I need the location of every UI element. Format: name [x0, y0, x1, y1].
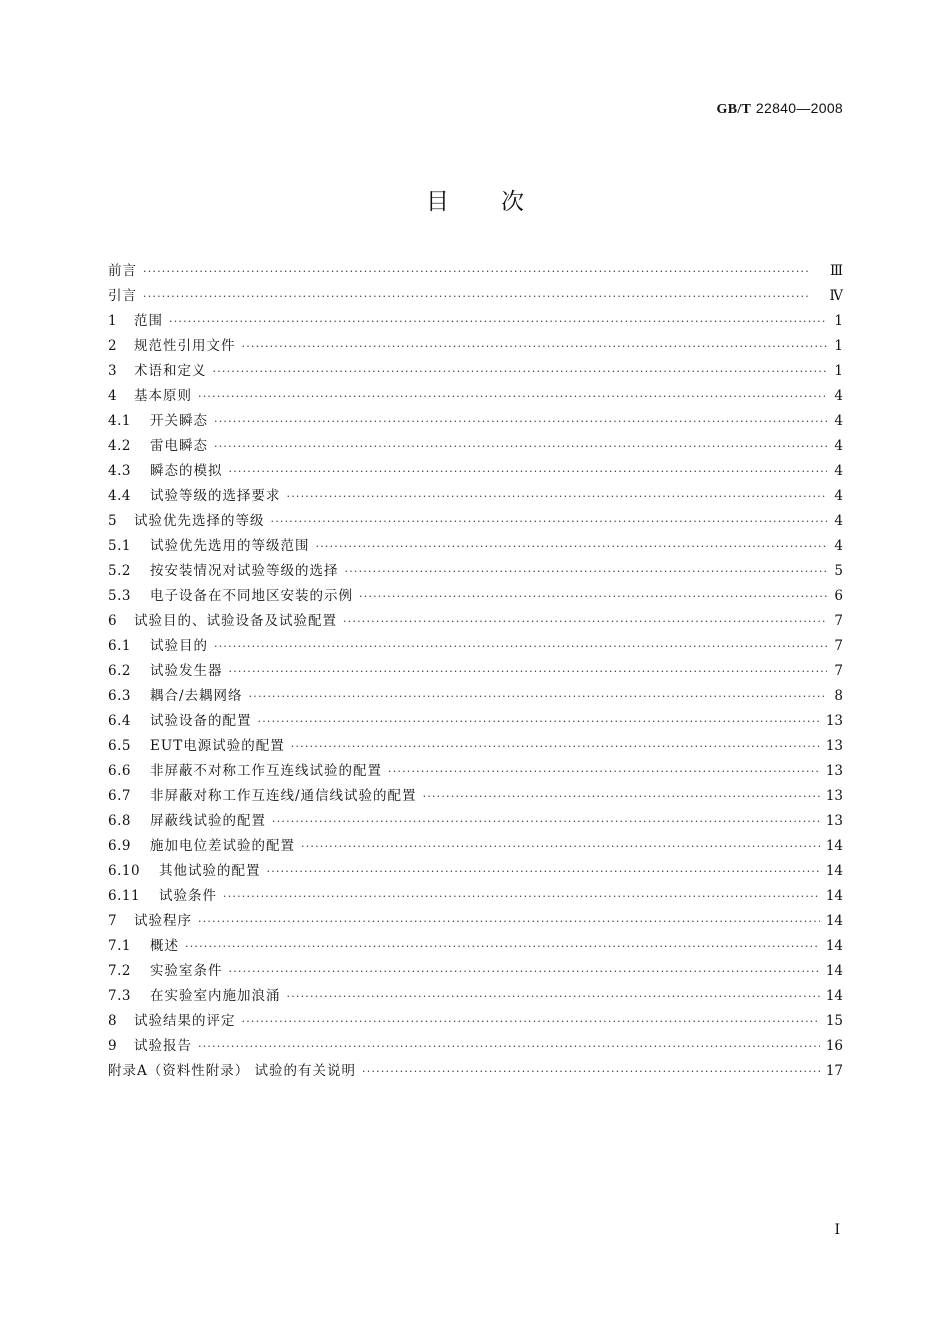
toc-entry-number: 6 [108, 613, 118, 629]
toc-entry[interactable] [108, 884, 843, 909]
toc-entry-number: 7.1 [108, 938, 131, 954]
toc-dot-leader [143, 259, 824, 284]
toc-entry-title: 术语和定义 [134, 363, 207, 379]
toc-entry-number: 9 [108, 1038, 118, 1054]
toc-entry-title: 规范性引用文件 [134, 338, 236, 354]
toc-entry[interactable] [108, 659, 843, 684]
toc-dot-leader [214, 409, 827, 434]
toc-dot-leader [258, 709, 820, 734]
toc-entry-number: 6.6 [108, 763, 131, 779]
toc-entry-title: 非屏蔽不对称工作互连线试验的配置 [150, 763, 382, 779]
toc-dot-leader [169, 309, 827, 334]
toc-entry[interactable] [108, 509, 843, 534]
toc-dot-leader [229, 459, 828, 484]
toc-dot-leader [198, 1034, 820, 1059]
toc-entry[interactable] [108, 909, 843, 934]
toc-entry-number: 2 [108, 338, 118, 354]
toc-entry-page: 14 [825, 913, 843, 929]
toc-entry-page: 4 [834, 488, 843, 504]
toc-entry-title: 其他试验的配置 [159, 863, 261, 879]
toc-entry-page: 13 [825, 738, 843, 754]
toc-dot-leader [301, 834, 820, 859]
toc-entry-number: 3 [108, 363, 118, 379]
toc-entry-title: 试验优先选择的等级 [134, 513, 265, 529]
toc-entry-number: 6.8 [108, 813, 131, 829]
toc-entry[interactable] [108, 709, 843, 734]
toc-entry-title: 屏蔽线试验的配置 [150, 813, 266, 829]
toc-entry[interactable] [108, 409, 843, 434]
toc-entry-page: 16 [825, 1038, 843, 1054]
toc-entry-page: 17 [825, 1063, 843, 1079]
page-title [0, 183, 950, 216]
toc-dot-leader [423, 784, 820, 809]
toc-dot-leader [213, 359, 828, 384]
toc-entry-page: Ⅲ [829, 263, 843, 279]
toc-entry[interactable] [108, 384, 843, 409]
toc-entry-page: 7 [834, 638, 843, 654]
toc-dot-leader [214, 434, 827, 459]
toc-entry-page: 13 [825, 813, 843, 829]
toc-entry-title: 引言 [108, 288, 137, 304]
toc-dot-leader [362, 1059, 820, 1084]
toc-entry[interactable] [108, 434, 843, 459]
toc-entry[interactable] [108, 459, 843, 484]
toc-entry-number: 6.1 [108, 638, 131, 654]
toc-entry-title: 范围 [134, 313, 163, 329]
standard-code [717, 100, 844, 118]
toc-entry-number: 7.3 [108, 988, 131, 1004]
toc-entry-number: 4.2 [108, 438, 131, 454]
page-folio: I [834, 1222, 840, 1238]
toc-entry-number: 6.7 [108, 788, 131, 804]
toc-entry-number: 6.3 [108, 688, 131, 704]
toc-entry-number: 6.2 [108, 663, 131, 679]
toc-entry-page: 14 [825, 988, 843, 1004]
toc-entry-page: 4 [834, 438, 843, 454]
toc-entry-page: 14 [825, 888, 843, 904]
toc-dot-leader [242, 334, 828, 359]
toc-entry[interactable] [108, 934, 843, 959]
toc-entry-title: 试验发生器 [150, 663, 223, 679]
toc-entry-title: 基本原则 [134, 388, 192, 404]
toc-entry[interactable] [108, 1034, 843, 1059]
toc-dot-leader [143, 284, 824, 309]
toc-entry-title: 电子设备在不同地区安装的示例 [150, 588, 353, 604]
toc-entry-title: 试验优先选用的等级范围 [150, 538, 310, 554]
toc-entry-page: 13 [825, 788, 843, 804]
standard-prefix: GB/T [716, 102, 752, 117]
toc-entry-title: 施加电位差试验的配置 [150, 838, 295, 854]
toc-dot-leader [287, 484, 828, 509]
toc-entry-number: 4.1 [108, 413, 131, 429]
toc-entry-number: 4 [108, 388, 118, 404]
toc-dot-leader [271, 509, 828, 534]
toc-entry-page: 14 [825, 963, 843, 979]
toc-entry[interactable] [108, 809, 843, 834]
toc-entry[interactable] [108, 684, 843, 709]
toc-entry-page: 13 [825, 713, 843, 729]
toc-entry[interactable] [108, 1059, 843, 1084]
toc-entry-title: 试验等级的选择要求 [150, 488, 281, 504]
toc-entry-number: 8 [108, 1013, 118, 1029]
toc-entry-number: 6.9 [108, 838, 131, 854]
toc-entry[interactable] [108, 584, 843, 609]
toc-entry[interactable] [108, 334, 843, 359]
toc-entry-title: 试验结果的评定 [134, 1013, 236, 1029]
toc-entry-title: 瞬态的模拟 [150, 463, 223, 479]
toc-entry[interactable] [108, 859, 843, 884]
toc-entry-number: 5 [108, 513, 118, 529]
toc-entry[interactable] [108, 634, 843, 659]
toc-entry-page: 7 [834, 663, 843, 679]
toc-entry[interactable] [108, 484, 843, 509]
page-title-char-2: 次 [501, 189, 524, 215]
toc-entry[interactable] [108, 834, 843, 859]
toc-entry-page: 1 [834, 363, 843, 379]
toc-dot-leader [291, 734, 820, 759]
toc-entry-number: 6.10 [108, 863, 141, 879]
toc-entry-number: 7 [108, 913, 118, 929]
toc-dot-leader [316, 534, 828, 559]
toc-entry-title: 概述 [150, 938, 179, 954]
toc-dot-leader [287, 984, 820, 1009]
toc-dot-leader [267, 859, 820, 884]
toc-entry-title: 在实验室内施加浪涌 [150, 988, 281, 1004]
toc-entry-page: 14 [825, 863, 843, 879]
toc-entry-page: 8 [834, 688, 843, 704]
toc-entry-title: 雷电瞬态 [150, 438, 208, 454]
toc-entry[interactable] [108, 1009, 843, 1034]
toc-entry-title: 试验目的 [150, 638, 208, 654]
toc-entry-page: 4 [834, 538, 843, 554]
toc-entry-number: 5.2 [108, 563, 131, 579]
toc-entry-page: 1 [834, 338, 843, 354]
table-of-contents [108, 259, 843, 1084]
toc-entry-title: EUT电源试验的配置 [150, 738, 285, 754]
toc-entry-page: 4 [834, 463, 843, 479]
toc-entry[interactable] [108, 284, 843, 309]
toc-entry-number: 6.5 [108, 738, 131, 754]
toc-entry-number: 4.4 [108, 488, 131, 504]
toc-entry-page: 15 [825, 1013, 843, 1029]
toc-entry[interactable] [108, 784, 843, 809]
toc-entry-title: 开关瞬态 [150, 413, 208, 429]
toc-entry-number: 5.3 [108, 588, 131, 604]
toc-entry-number: 6.11 [108, 888, 141, 904]
standard-number: 22840—2008 [755, 100, 843, 116]
toc-entry-page: 14 [825, 938, 843, 954]
toc-dot-leader [198, 384, 827, 409]
toc-entry[interactable] [108, 609, 843, 634]
toc-entry-title: 试验程序 [134, 913, 192, 929]
toc-dot-leader [388, 759, 820, 784]
toc-entry[interactable] [108, 759, 843, 784]
toc-entry-page: 4 [834, 388, 843, 404]
toc-entry-page: 4 [834, 513, 843, 529]
toc-entry-title: 按安装情况对试验等级的选择 [150, 563, 339, 579]
toc-entry[interactable] [108, 259, 843, 284]
toc-entry-number: 1 [108, 313, 118, 329]
toc-entry[interactable] [108, 984, 843, 1009]
toc-entry-title: 实验室条件 [150, 963, 223, 979]
toc-entry-title: 非屏蔽对称工作互连线/通信线试验的配置 [150, 788, 417, 804]
toc-entry-page: 6 [834, 588, 843, 604]
toc-entry[interactable] [108, 309, 843, 334]
toc-entry-number: 7.2 [108, 963, 131, 979]
toc-dot-leader [343, 609, 827, 634]
toc-entry-title: 附录A（资料性附录） 试验的有关说明 [108, 1063, 357, 1079]
toc-dot-leader [198, 909, 820, 934]
toc-entry-page: 7 [834, 613, 843, 629]
toc-entry-page: 4 [834, 413, 843, 429]
toc-entry-title: 试验设备的配置 [150, 713, 252, 729]
toc-entry-page: 5 [834, 563, 843, 579]
toc-dot-leader [229, 659, 828, 684]
toc-dot-leader [223, 884, 820, 909]
toc-entry-page: 14 [825, 838, 843, 854]
toc-entry[interactable] [108, 359, 843, 384]
toc-entry-title: 试验条件 [159, 888, 217, 904]
toc-entry-page: Ⅳ [829, 288, 843, 304]
toc-entry-page: 13 [825, 763, 843, 779]
toc-entry-page: 1 [834, 313, 843, 329]
toc-entry-title: 试验目的、试验设备及试验配置 [134, 613, 337, 629]
toc-dot-leader [272, 809, 820, 834]
toc-entry[interactable] [108, 734, 843, 759]
toc-dot-leader [359, 584, 827, 609]
toc-entry[interactable] [108, 559, 843, 584]
toc-entry-number: 6.4 [108, 713, 131, 729]
toc-entry-number: 5.1 [108, 538, 131, 554]
toc-dot-leader [229, 959, 820, 984]
toc-dot-leader [242, 1009, 820, 1034]
page-title-char-1: 目 [426, 189, 449, 215]
toc-entry[interactable] [108, 959, 843, 984]
toc-dot-leader [214, 634, 827, 659]
toc-dot-leader [185, 934, 820, 959]
toc-entry[interactable] [108, 534, 843, 559]
toc-entry-title: 耦合/去耦网络 [150, 688, 243, 704]
toc-entry-title: 前言 [108, 263, 137, 279]
toc-dot-leader [345, 559, 828, 584]
toc-dot-leader [249, 684, 827, 709]
toc-entry-title: 试验报告 [134, 1038, 192, 1054]
toc-entry-number: 4.3 [108, 463, 131, 479]
